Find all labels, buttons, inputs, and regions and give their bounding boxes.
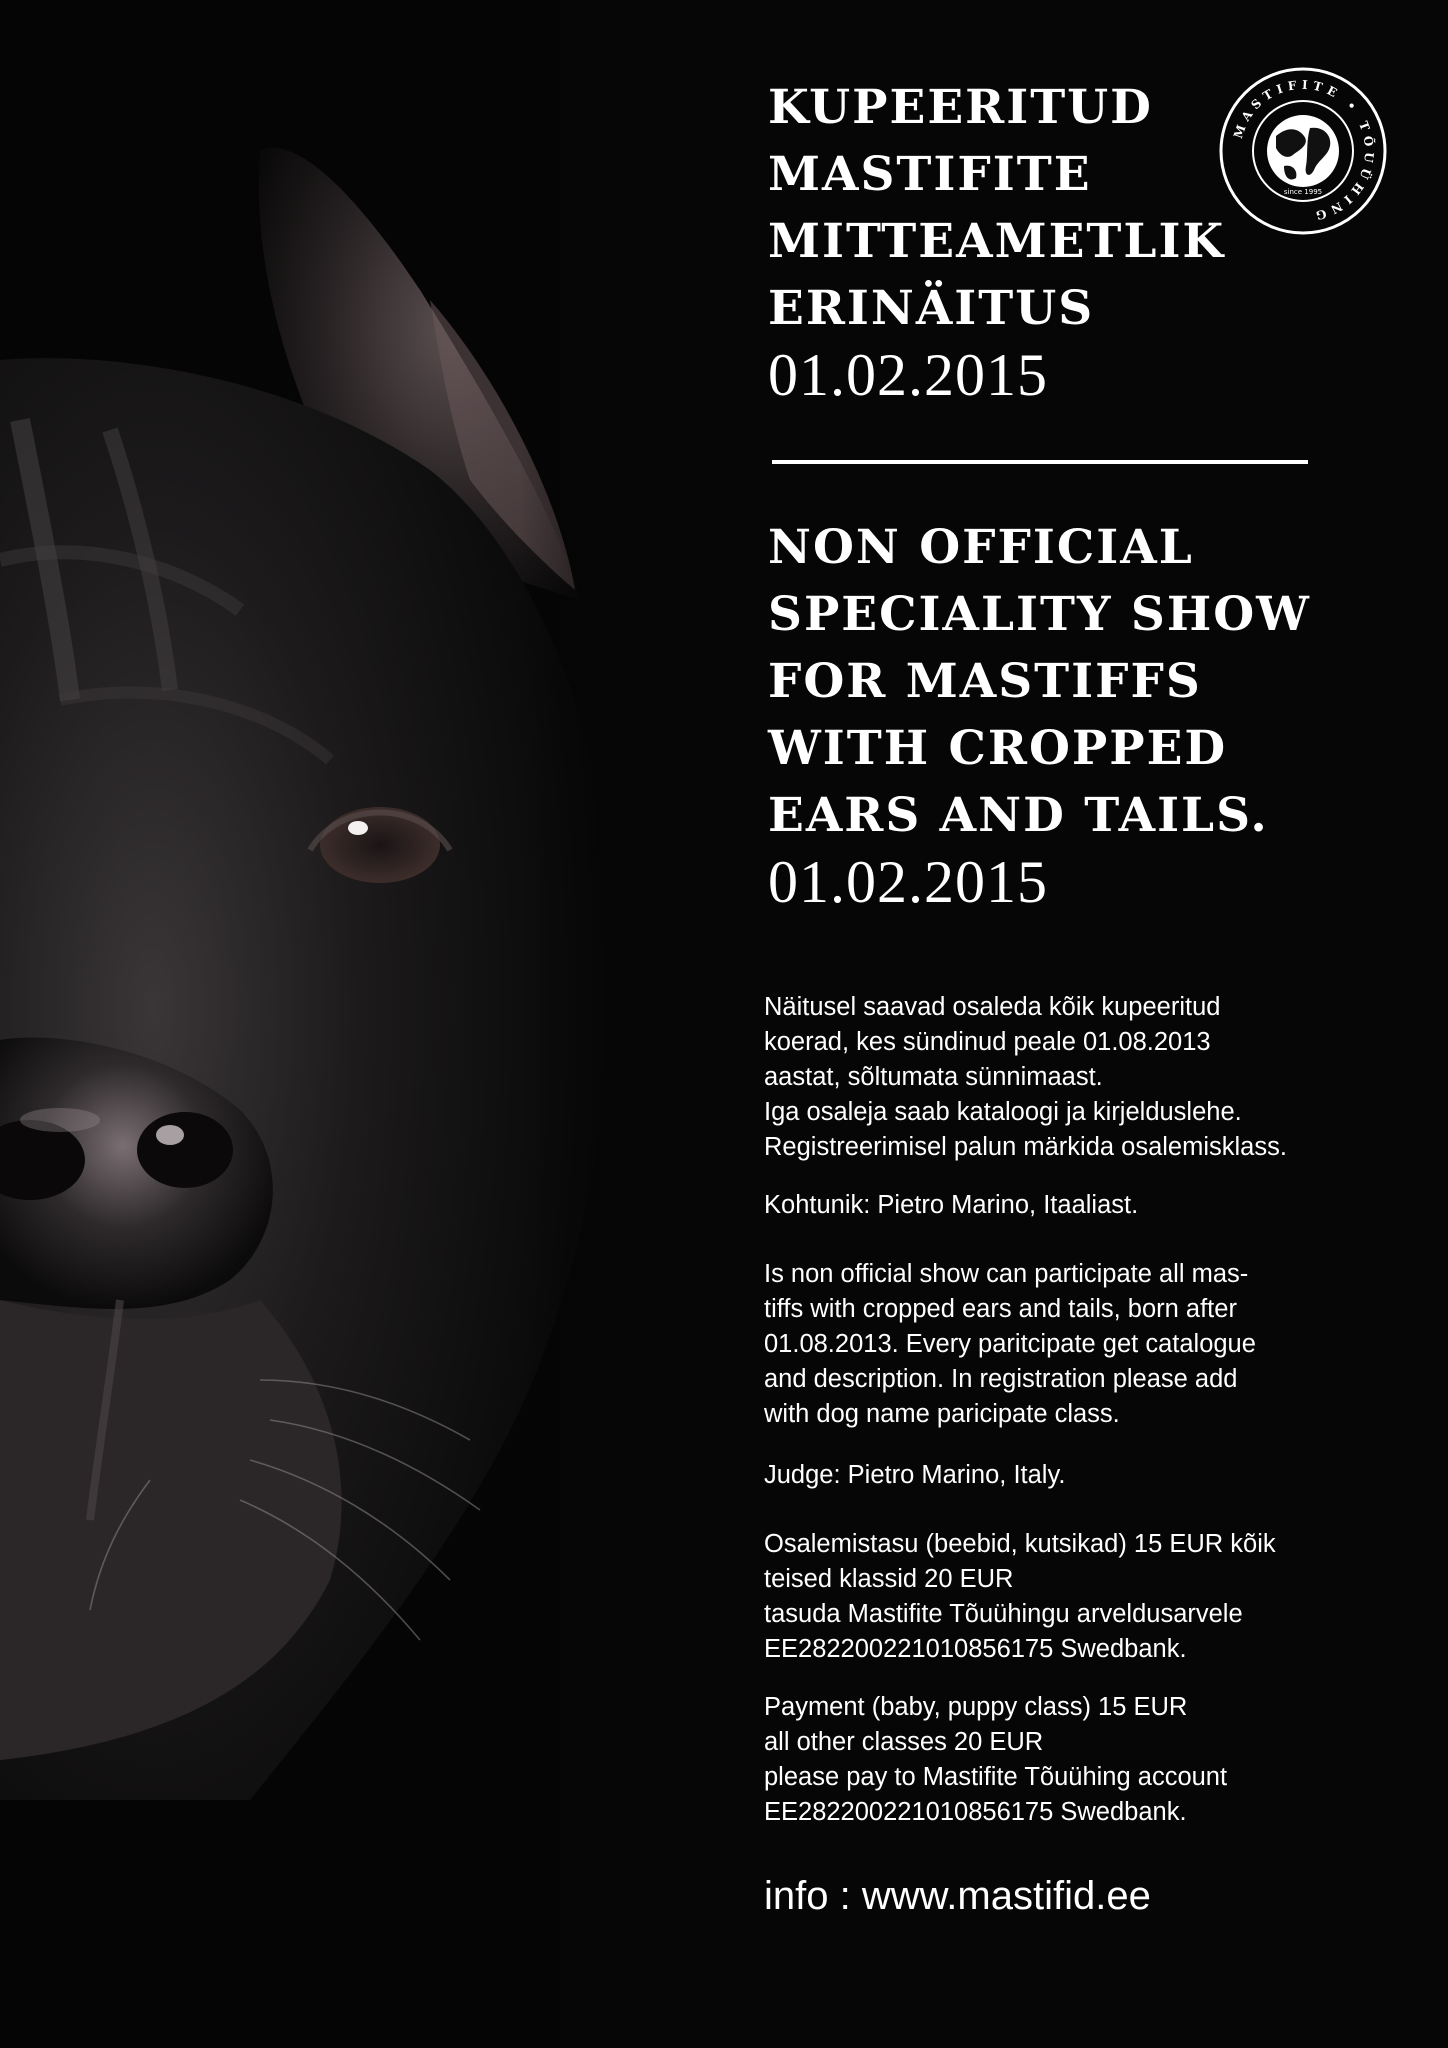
text-line: Payment (baby, puppy class) 15 EUR xyxy=(764,1693,1188,1721)
heading-line: EARS AND TAILS. xyxy=(768,788,1269,843)
heading-line: ERINÄITUS xyxy=(768,281,1095,336)
logo-inner-text: since 1995 xyxy=(1283,188,1323,196)
text-line: tasuda Mastifite Tõuühingu arveldusarvele xyxy=(764,1600,1243,1628)
heading-english xyxy=(768,514,1311,916)
text-line: teised klassid 20 EUR xyxy=(764,1565,1014,1593)
event-date: 01.02.2015 xyxy=(768,342,1048,408)
text-line: koerad, kes sündinud peale 01.08.2013 xyxy=(764,1028,1211,1056)
text-line: please pay to Mastifite Tõuühing account xyxy=(764,1763,1228,1791)
text-line: Kohtunik: Pietro Marino, Itaaliast. xyxy=(764,1191,1139,1219)
english-judge xyxy=(764,1458,1065,1493)
heading-estonian xyxy=(768,74,1225,409)
text-line: Judge: Pietro Marino, Italy. xyxy=(764,1461,1066,1489)
text-line: aastat, sõltumata sünnimaast. xyxy=(764,1063,1103,1091)
text-line: Osalemistasu (beebid, kutsikad) 15 EUR kõik xyxy=(764,1530,1276,1558)
text-line: Näitusel saavad osaleda kõik kupeeritud xyxy=(764,993,1221,1021)
dog-photo xyxy=(0,0,680,2048)
text-line: with dog name paricipate class. xyxy=(764,1400,1120,1428)
heading-line: MASTIFITE xyxy=(768,147,1092,202)
dog-head-illustration xyxy=(0,0,680,2048)
estonian-intro-paragraph xyxy=(764,990,1287,1165)
english-fee-paragraph xyxy=(764,1690,1227,1830)
heading-line: NON OFFICIAL xyxy=(768,520,1194,575)
heading-line: FOR MASTIFFS xyxy=(768,654,1202,709)
club-logo xyxy=(1218,66,1388,236)
text-line: Registreerimisel palun märkida osalemisklass. xyxy=(764,1133,1287,1161)
text-line: tiffs with cropped ears and tails, born after xyxy=(764,1295,1237,1323)
heading-line: WITH CROPPED xyxy=(768,721,1228,776)
svg-text:MASTIFITE • TÕUÜHING: MASTIFITE • TÕUÜHING xyxy=(1231,77,1377,224)
heading-line: MITTEAMETLIK xyxy=(768,214,1226,269)
event-date: 01.02.2015 xyxy=(768,849,1048,915)
text-line: all other classes 20 EUR xyxy=(764,1728,1044,1756)
text-line: 01.08.2013. Every paritcipate get catalogue xyxy=(764,1330,1256,1358)
section-divider xyxy=(772,460,1308,464)
club-seal-icon xyxy=(1218,66,1388,236)
text-line: Iga osaleja saab kataloogi ja kirjelduslehe. xyxy=(764,1098,1242,1126)
website-info[interactable]: info : www.mastifid.ee xyxy=(764,1874,1151,1918)
text-line: and description. In registration please add xyxy=(764,1365,1238,1393)
text-line: EE282200221010856175 Swedbank. xyxy=(764,1635,1187,1663)
text-line: Is non official show can participate all mas- xyxy=(764,1260,1249,1288)
english-intro-paragraph xyxy=(764,1257,1256,1432)
heading-line: SPECIALITY SHOW xyxy=(768,587,1311,642)
estonian-judge xyxy=(764,1188,1138,1223)
estonian-fee-paragraph xyxy=(764,1527,1276,1667)
text-line: EE282200221010856175 Swedbank. xyxy=(764,1798,1187,1826)
heading-line: KUPEERITUD xyxy=(768,80,1153,135)
